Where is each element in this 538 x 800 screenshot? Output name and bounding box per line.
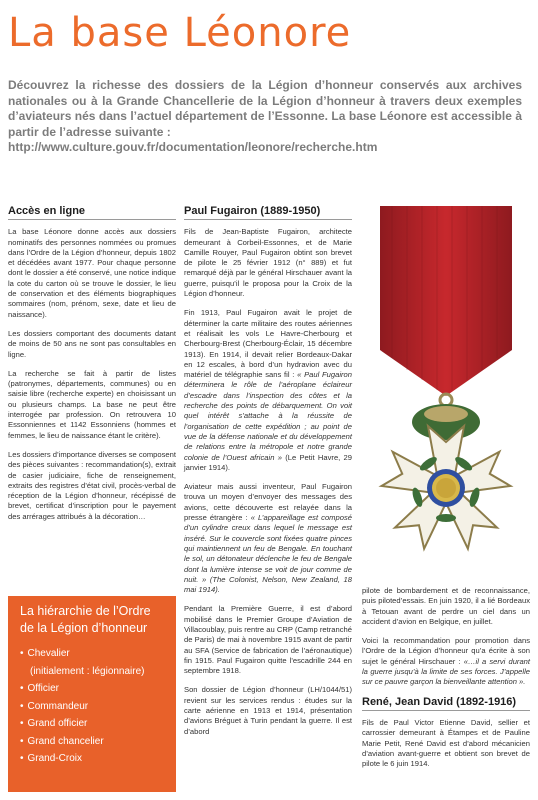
- acces-heading: Accès en ligne: [8, 206, 176, 220]
- fugairon-paragraph-2: Fin 1913, Paul Fugairon avait le projet de déterminer la carte militaire des routes aériennes et réalisait les vols Le Havre-Cherbourg et Cherbourg-Brest (Cherbourg-Éclair, 15 décembre 1913). En 1914, il devait relier Bordeaux-Dakar en 12 escales, à bord d’un hydravion avec du matériel de télégraphie sans fil : « Paul Fugairon déterminera le rôle de l’aéroplane éclaireur d’escadre dans l’inspection des côtes et la recherche des points de débarquement. On voit quel intérêt s’attache à la réussite de l’organisation de cette expédition ; au point de vue de la défense nationale et du développement de relations entre la métropole et notre grande colonie de l’Ouest africain » (Le Petit Havre, 29 janvier 1914).: [184, 308, 352, 472]
- bullet-icon: •: [20, 753, 24, 764]
- list-item: • Grand-Croix: [20, 753, 82, 764]
- acces-paragraph-2: Les dossiers comportant des documents datant de moins de 50 ans ne sont pas consultables en ligne.: [8, 328, 176, 359]
- fugairon-column: [184, 206, 352, 746]
- fugairon-heading: Paul Fugairon (1889-1950): [184, 206, 352, 220]
- list-item: • Officier: [20, 683, 60, 694]
- intro-paragraph: Découvrez la richesse des dossiers de la Légion d’honneur conservés aux archives nationales ou à la Grande Chancellerie de la Légion d’honneur à travers deux exemples d’aviateurs nés dans l’actuel département de l’Essonne. La base Léonore est accessible à partir de l’adresse suivante :: [8, 78, 522, 139]
- acces-column: [8, 206, 176, 531]
- right-column: [362, 586, 530, 778]
- list-item: (initialement : légionnaire): [30, 665, 145, 677]
- right-paragraph-2: Voici la recommandation pour promotion dans l’Ordre de la Légion d’honneur qu’a écrite à son sujet le général Hirschauer : «…il a servi durant la guerre jusqu’à la limite de ses forces. J’appelle sur ce pauvre garçon la bienveillante attention ».: [362, 636, 530, 687]
- fugairon-paragraph-4: Pendant la Première Guerre, il est d’abord mobilisé dans le Premier Groupe d’Aviation de Villacoublay, puis rentre au CRP (Camp retranché de Paris) de mai à novembre 1915 avant de partir au SFA (Service de fabrication de l’aéronautique) fin 1915. Paul Fugairon quitte l’escadrille 244 en septembre 1918.: [184, 604, 352, 676]
- bullet-icon: •: [20, 700, 24, 712]
- david-heading: René, Jean David (1892-1916): [362, 697, 530, 711]
- list-item: • Grand officier: [20, 718, 88, 729]
- acces-paragraph-1: La base Léonore donne accès aux dossiers nominatifs des personnes nommées ou promues dans l’Ordre de la Légion d’honneur, depuis 1802 et décédées avant 1977. Pour chaque personne dont le dossier a été conservé, une notice indique la cote du carton où se trouve le dossier, le lieu de conservation et des éléments biographiques sommaires (nom, prénom, sexe, date et lieu de naissance).: [8, 227, 176, 319]
- fugairon-paragraph-3: Aviateur mais aussi inventeur, Paul Fugairon trouva un moyen d’envoyer des messages des avions, cette découverte est relayée dans la presse étrangère : « L’appareillage est composé d’un cylindre creux dans lequel le message est inséré. Sur le couvercle sont fixées quatre pinces qui maintiennent un feu de Bengale. En touchant le sol, un détonateur déclenche le feu de Bengale dont la lumière intense se voit de jour comme de nuit. » (The Colonist, Nelson, New Zealand, 18 mai 1914).: [184, 482, 352, 595]
- bullet-icon: •: [20, 735, 24, 747]
- acces-paragraph-4: Les dossiers d’importance diverses se composent des pièces suivantes : recommandation(s), extrait de casier judiciaire, fiche de renseignement, extraits des registres d’état civil, procès-verbal de réception de la Légion d’honneur, récépissé de brevet, certificat d’inscription pour le payement des arrérages attribués à la décoration…: [8, 449, 176, 521]
- right-paragraph-1: pilote de bombardement et de reconnaissance, puis piloted’essais. En juin 1920, il a lié Bordeaux à Tetouan avant de perdre un ciel dans un accident d’avion en Belgique, en juillet.: [362, 586, 530, 626]
- fugairon-paragraph-5: Son dossier de Légion d’honneur (LH/1044/51) revient sur les services rendus : études sur la carte aérienne en 1913 et 1914, présentation d’avions Bréguet à Turin pendant la guerre. Il est d’abord: [184, 685, 352, 736]
- legion-honneur-medal-image: [362, 200, 532, 580]
- leonore-url[interactable]: http://www.culture.gouv.fr/documentation/leonore/recherche.htm: [8, 140, 378, 154]
- bullet-icon: •: [20, 648, 24, 659]
- bullet-icon: •: [20, 718, 24, 729]
- fugairon-paragraph-1: Fils de Jean-Baptiste Fugairon, architecte demeurant à Corbeil-Essonnes, et de Marie Camille Rouyer, Paul Fugairon obtint son brevet de pilote le 25 février 1912 (n° 889) et fut remarqué déjà par le général Hirschauer avant la guerre, puisqu’il le proposa pour la Croix de la Légion d’honneur.: [184, 227, 352, 299]
- hierarchie-list: [8, 645, 176, 768]
- david-paragraph-1: Fils de Paul Victor Etienne David, sellier et carrossier demeurant à Étampes et de Pauline Marie Petit, René David est d’abord mécanicien d’aviation avant-guerre et obtient son brevet de pilote le 6 juin 1914.: [362, 717, 530, 769]
- list-item: • Grand chancelier: [20, 735, 104, 747]
- hierarchie-box: [8, 596, 176, 792]
- intro-text: [8, 78, 522, 156]
- list-item: • Chevalier: [20, 648, 70, 659]
- hierarchie-title: La hiérarchie de l’Ordre de la Légion d’honneur: [20, 604, 151, 635]
- list-item: • Commandeur: [20, 700, 89, 712]
- page-title: La base Léonore: [8, 10, 352, 56]
- acces-paragraph-3: La recherche se fait à partir de listes (patronymes, départements, communes) ou en saisie libre (recherche experte) en choisissant un ou plusieurs champs. La base ne peut être interrogée par profession. On retrouvera 10 Essonniennes et 1142 Essonniens (hommes et femmes, le lieu de naissance étant le critère).: [8, 368, 176, 440]
- bullet-icon: •: [20, 683, 24, 694]
